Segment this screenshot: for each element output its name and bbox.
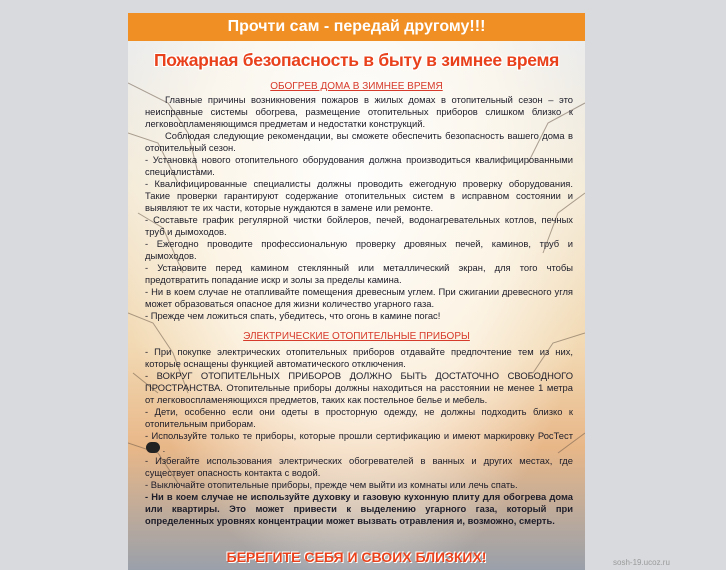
section-electric-text bbox=[145, 346, 573, 527]
paragraph: - ВОКРУГ ОТОПИТЕЛЬНЫХ ПРИБОРОВ ДОЛЖНО БЫТЬ ДОСТАТОЧНО СВОБОДНОГО ПРОСТРАНСТВА. Отопительные приборы должны находиться на расстоянии не менее 1 метра от легковоспламеняющихся предметов, таких как постельное белье и мебель. bbox=[145, 370, 573, 405]
paragraph: - Ни в коем случае не отапливайте помещения древесным углем. При сжигании древесного угля может образоваться опасное для жизни количество угарного газа. bbox=[145, 286, 573, 309]
paragraph: - Установка нового отопительного оборудования должна производиться квалифицированными специалистами. bbox=[145, 154, 573, 177]
paragraph: - Прежде чем ложиться спать, убедитесь, что огонь в камине погас! bbox=[145, 310, 441, 321]
paragraph: - Квалифицированные специалисты должны проводить ежегодную проверку оборудования. Такие проверки гарантируют содержание отопительных систем в исправном состоянии и выявляют те их части, которые нуждаются в замене или ремонте. bbox=[145, 178, 573, 213]
rostest-text: - Используйте только те приборы, которые прошли сертификацию и имеют маркировку РосТест bbox=[145, 430, 573, 441]
page-title: Пожарная безопасность в быту в зимнее время bbox=[153, 50, 560, 70]
paragraph: - Избегайте использования электрических обогревателей в ванных и других местах, где существует опасность контакта с водой. bbox=[145, 455, 573, 478]
section-heading-heating: ОБОГРЕВ ДОМА В ЗИМНЕЕ ВРЕМЯ bbox=[270, 81, 443, 92]
paragraph: - Дети, особенно если они одеты в просторную одежду, не должны подходить близко к отопительным приборам. bbox=[145, 406, 573, 429]
section-heating-text bbox=[145, 94, 573, 322]
paragraph: - Составьте график регулярной чистки бойлеров, печей, водонагревательных котлов, печных труб и дымоходов. bbox=[145, 214, 573, 237]
paragraph: Главные причины возникновения пожаров в жилых домах в отопительный сезон – это неисправные системы обогрева, размещение отопительных приборов слишком близко к легковоспламеняющимся предметам и недостатки конструкций. bbox=[145, 94, 573, 129]
paragraph: - Выключайте отопительные приборы, прежде чем выйти из комнаты или лечь спать. bbox=[145, 479, 518, 490]
watermark: sosh-19.ucoz.ru bbox=[613, 558, 670, 567]
section-heading-electric: ЭЛЕКТРИЧЕСКИЕ ОТОПИТЕЛЬНЫЕ ПРИБОРЫ bbox=[243, 331, 470, 342]
paragraph: Соблюдая следующие рекомендации, вы сможете обеспечить безопасность вашего дома в отопительный сезон. bbox=[145, 130, 573, 153]
warning-paragraph: - Ни в коем случае не используйте духовку и газовую кухонную плиту для обогрева дома или квартиры. Это может привести к выделению угарного газа, который при определенных уровнях концентрации может вызвать отравления и, возможно, смерть. bbox=[145, 491, 573, 526]
paragraph: - Ежегодно проводите профессиональную проверку дровяных печей, каминов, труб и дымоходов. bbox=[145, 238, 573, 261]
footer-slogan: БЕРЕГИТЕ СЕБЯ И СВОИХ БЛИЗКИХ! bbox=[226, 549, 487, 565]
paragraph: - При покупке электрических отопительных приборов отдавайте предпочтение тем из них, которые оснащены функцией автоматического отключения. bbox=[145, 346, 573, 369]
paragraph: - Установите перед камином стеклянный или металлический экран, для того чтобы предотвратить попадание искр и золы за пределы камина. bbox=[145, 262, 573, 285]
paragraph: - Используйте только те приборы, которые прошли сертификацию и имеют маркировку РосТест . bbox=[145, 430, 573, 454]
top-banner: Прочти сам - передай другому!!! bbox=[128, 13, 585, 41]
rostest-mark-icon bbox=[146, 442, 160, 453]
poster bbox=[128, 13, 585, 570]
